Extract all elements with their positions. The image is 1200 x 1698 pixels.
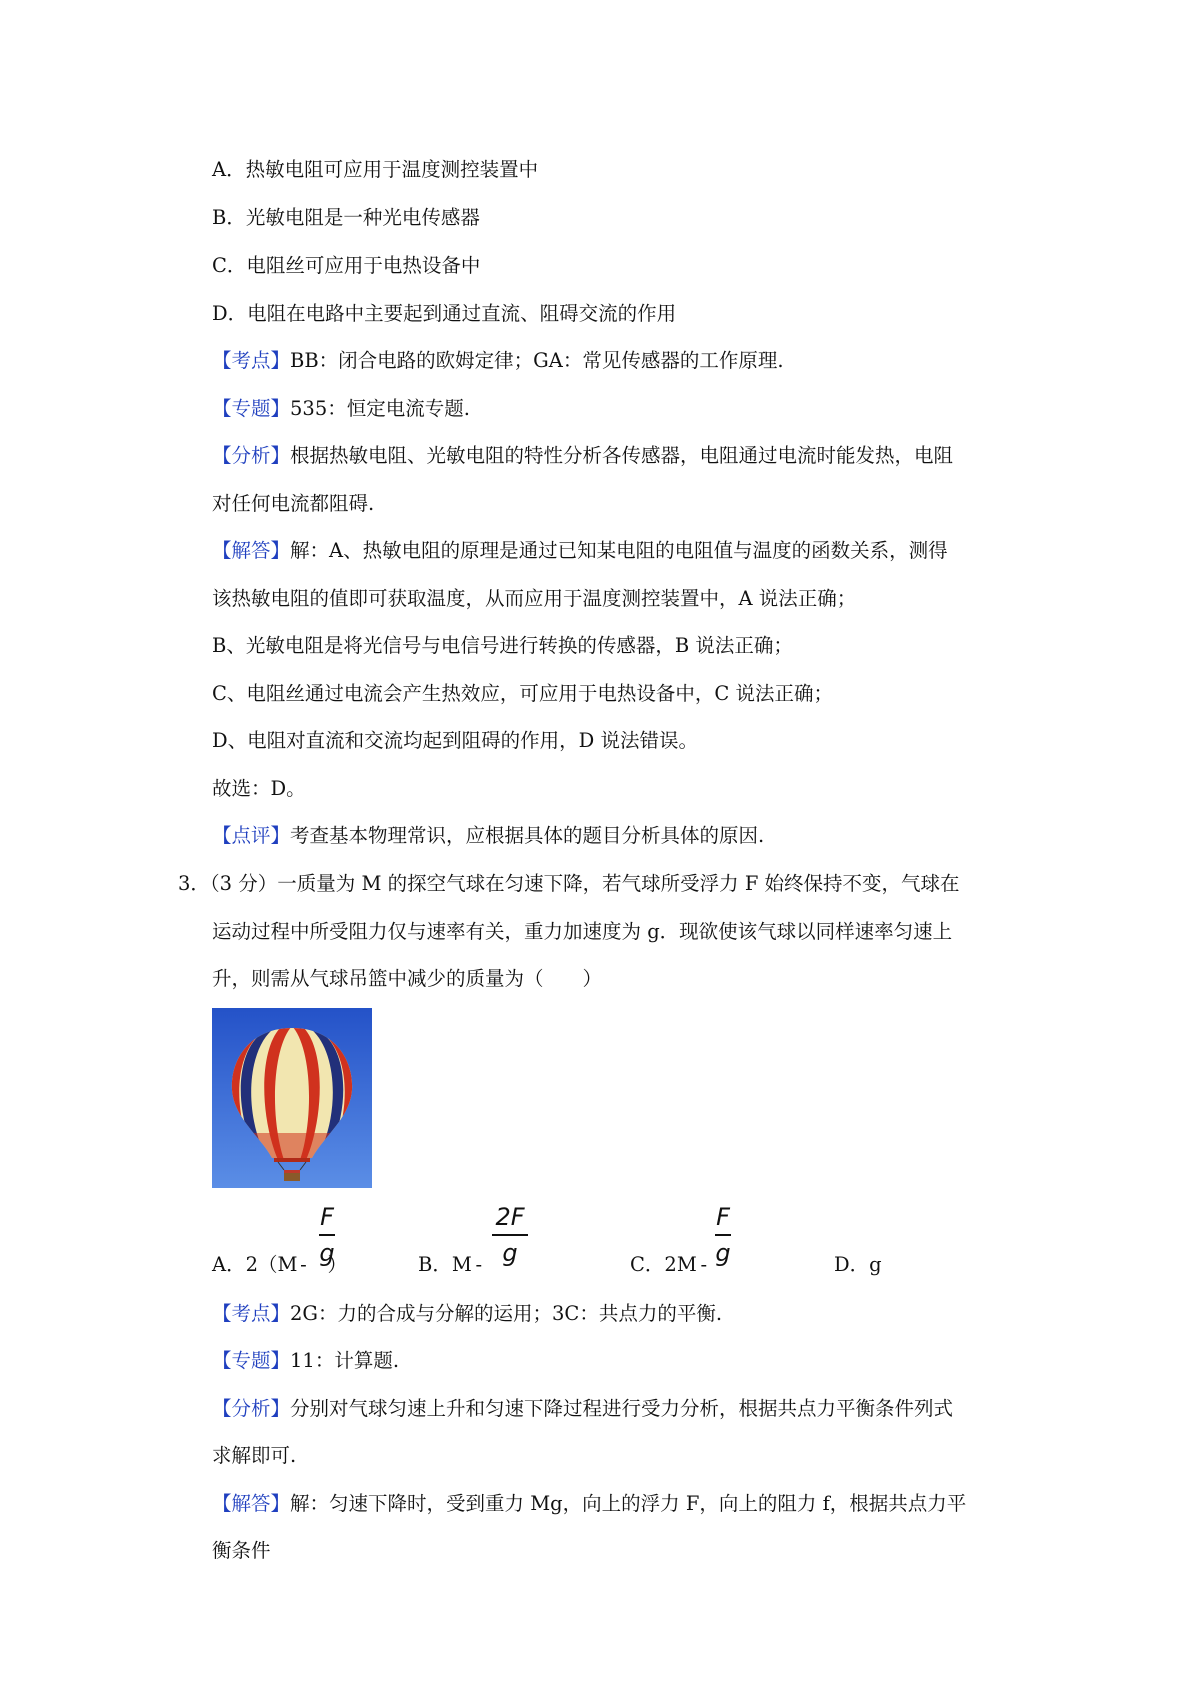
option-b: B．光敏电阻是一种光电传感器: [212, 206, 480, 229]
option-3b: [418, 1249, 486, 1277]
fraction-2f-over-g: [492, 1202, 528, 1268]
fraction-denominator: g: [715, 1238, 731, 1267]
fraction-numerator: F: [320, 1203, 334, 1231]
fraction-denominator: g: [502, 1238, 518, 1267]
kaodian-line: [212, 347, 784, 375]
jieda-tag: 【解答】: [212, 539, 291, 562]
q3-fenxi-line-2: 求解即可.: [212, 1444, 297, 1467]
option-3c: [630, 1249, 711, 1277]
zhuanti-tag: 【专题】: [212, 397, 291, 420]
option-3a-prefix: A．2（M: [212, 1253, 298, 1276]
dianping-line: [212, 822, 764, 850]
jieda-line-2: 该热敏电阻的值即可获取温度，从而应用于温度测控装置中，A 说法正确；: [212, 587, 857, 610]
q3-jieda-line-2: 衡条件: [212, 1539, 271, 1562]
q3-zhuanti-line: [212, 1347, 399, 1375]
fenxi-line-2: 对任何电流都阻碍.: [212, 492, 375, 515]
minus-sign: -: [300, 1253, 307, 1276]
jieda-line-5: D、电阻对直流和交流均起到阻碍的作用，D 说法错误。: [212, 729, 698, 752]
jieda-line-1: [212, 537, 948, 565]
hot-air-balloon-image: [212, 1008, 372, 1188]
zhuanti-line: [212, 395, 470, 423]
fraction-numerator: F: [716, 1203, 730, 1231]
jieda-text-1: 解：A、热敏电阻的原理是通过已知某电阻的电阻值与温度的函数关系，测得: [290, 539, 948, 562]
zhuanti-text: 535：恒定电流专题.: [290, 397, 470, 420]
fenxi-text-1: 根据热敏电阻、光敏电阻的特性分析各传感器，电阻通过电流时能发热，电阻: [290, 444, 954, 467]
question-3-stem-2: 运动过程中所受阻力仅与速率有关，重力加速度为 g．现欲使该气球以同样速率匀速上: [212, 920, 953, 943]
option-a: A．热敏电阻可应用于温度测控装置中: [212, 158, 539, 181]
q3-jieda-line-1: [212, 1490, 966, 1518]
kaodian-text: 2G：力的合成与分解的运用；3C：共点力的平衡.: [290, 1302, 723, 1325]
fraction-f-over-g-c: [712, 1202, 734, 1268]
fenxi-tag: 【分析】: [212, 444, 291, 467]
option-3b-prefix: B．M: [418, 1253, 472, 1276]
q3-fenxi-line-1: [212, 1395, 953, 1423]
zhuanti-tag: 【专题】: [212, 1349, 291, 1372]
kaodian-tag: 【考点】: [212, 1302, 291, 1325]
dianping-tag: 【点评】: [212, 824, 291, 847]
option-3d: D．g: [834, 1253, 882, 1276]
minus-sign: -: [475, 1253, 483, 1276]
kaodian-text: BB：闭合电路的欧姆定律；GA：常见传感器的工作原理.: [290, 349, 784, 372]
option-c: C．电阻丝可应用于电热设备中: [212, 254, 481, 277]
jieda-text-1: 解：匀速下降时，受到重力 Mg，向上的浮力 F，向上的阻力 f，根据共点力平: [290, 1492, 967, 1515]
option-d: D．电阻在电路中主要起到通过直流、阻碍交流的作用: [212, 302, 677, 325]
dianping-text: 考查基本物理常识，应根据具体的题目分析具体的原因.: [290, 824, 765, 847]
minus-sign: -: [700, 1253, 708, 1276]
fraction-numerator: 2F: [495, 1203, 525, 1231]
question-3-stem-3: 升，则需从气球吊篮中减少的质量为（ ）: [212, 967, 603, 990]
jieda-line-4: C、电阻丝通过电流会产生热效应，可应用于电热设备中，C 说法正确；: [212, 682, 834, 705]
kaodian-tag: 【考点】: [212, 349, 291, 372]
fraction-denominator: g: [319, 1238, 335, 1267]
option-3c-prefix: C．2M: [630, 1253, 697, 1276]
fraction-f-over-g-a: [316, 1202, 338, 1268]
question-3-stem-1: 3．（3 分）一质量为 M 的探空气球在匀速下降，若气球所受浮力 F 始终保持不变，气球在: [178, 872, 960, 895]
q3-kaodian-line: [212, 1300, 722, 1328]
fenxi-tag: 【分析】: [212, 1397, 291, 1420]
answer-line: 故选：D。: [212, 777, 306, 800]
option-3a-suffix: ）: [327, 1253, 347, 1276]
jieda-tag: 【解答】: [212, 1492, 291, 1515]
zhuanti-text: 11：计算题.: [290, 1349, 400, 1372]
fenxi-line-1: [212, 442, 953, 470]
jieda-line-3: B、光敏电阻是将光信号与电信号进行转换的传感器，B 说法正确；: [212, 634, 793, 657]
fenxi-text-1: 分别对气球匀速上升和匀速下降过程进行受力分析，根据共点力平衡条件列式: [290, 1397, 954, 1420]
